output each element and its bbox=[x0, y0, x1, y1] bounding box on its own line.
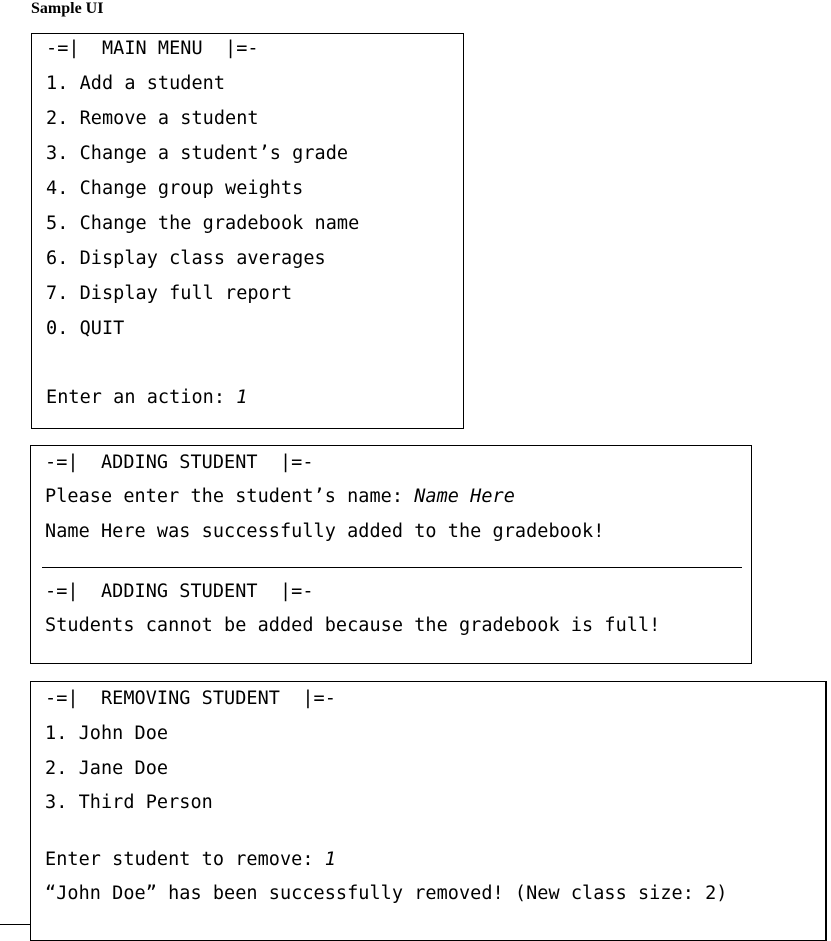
remove-prompt-label: Enter student to remove: bbox=[45, 849, 325, 870]
main-menu-title: -=| MAIN MENU |=- bbox=[46, 38, 259, 59]
menu-item-class-averages: 6. Display class averages bbox=[46, 248, 326, 269]
menu-item-quit: 0. QUIT bbox=[46, 318, 125, 339]
action-input[interactable]: 1 bbox=[236, 387, 248, 408]
removing-student-panel bbox=[30, 681, 827, 941]
student-list-item: 1. John Doe bbox=[45, 723, 169, 744]
main-menu-panel bbox=[31, 33, 464, 429]
menu-item-remove-student: 2. Remove a student bbox=[46, 108, 259, 129]
remove-student-input[interactable]: 1 bbox=[324, 849, 336, 870]
menu-item-add-student: 1. Add a student bbox=[46, 73, 226, 94]
student-list-item: 2. Jane Doe bbox=[45, 758, 169, 779]
menu-item-full-report: 7. Display full report bbox=[46, 283, 293, 304]
panel-divider bbox=[42, 567, 742, 568]
bottom-rule bbox=[0, 924, 30, 925]
remove-prompt-line bbox=[45, 849, 336, 871]
menu-item-change-weights: 4. Change group weights bbox=[46, 178, 304, 199]
adding-student-panel bbox=[30, 445, 752, 664]
add-success-message: Name Here was successfully added to the gradebook! bbox=[45, 521, 605, 542]
adding-student-title: -=| ADDING STUDENT |=- bbox=[45, 452, 314, 473]
menu-item-change-name: 5. Change the gradebook name bbox=[46, 213, 360, 234]
gradebook-full-message: Students cannot be added because the gradebook is full! bbox=[45, 615, 661, 636]
menu-item-change-grade: 3. Change a student’s grade bbox=[46, 143, 349, 164]
name-prompt-label: Please enter the student’s name: bbox=[45, 486, 415, 507]
action-prompt-label: Enter an action: bbox=[46, 387, 237, 408]
page-heading: Sample UI bbox=[31, 0, 104, 17]
action-prompt-line bbox=[46, 387, 247, 409]
remove-success-message: “John Doe” has been successfully removed! (New class size: 2) bbox=[45, 883, 728, 904]
removing-student-title: -=| REMOVING STUDENT |=- bbox=[45, 688, 336, 709]
adding-student-full-title: -=| ADDING STUDENT |=- bbox=[45, 581, 314, 602]
name-prompt-line bbox=[45, 486, 515, 508]
student-list-item: 3. Third Person bbox=[45, 792, 213, 813]
student-name-input[interactable]: Name Here bbox=[414, 486, 515, 507]
